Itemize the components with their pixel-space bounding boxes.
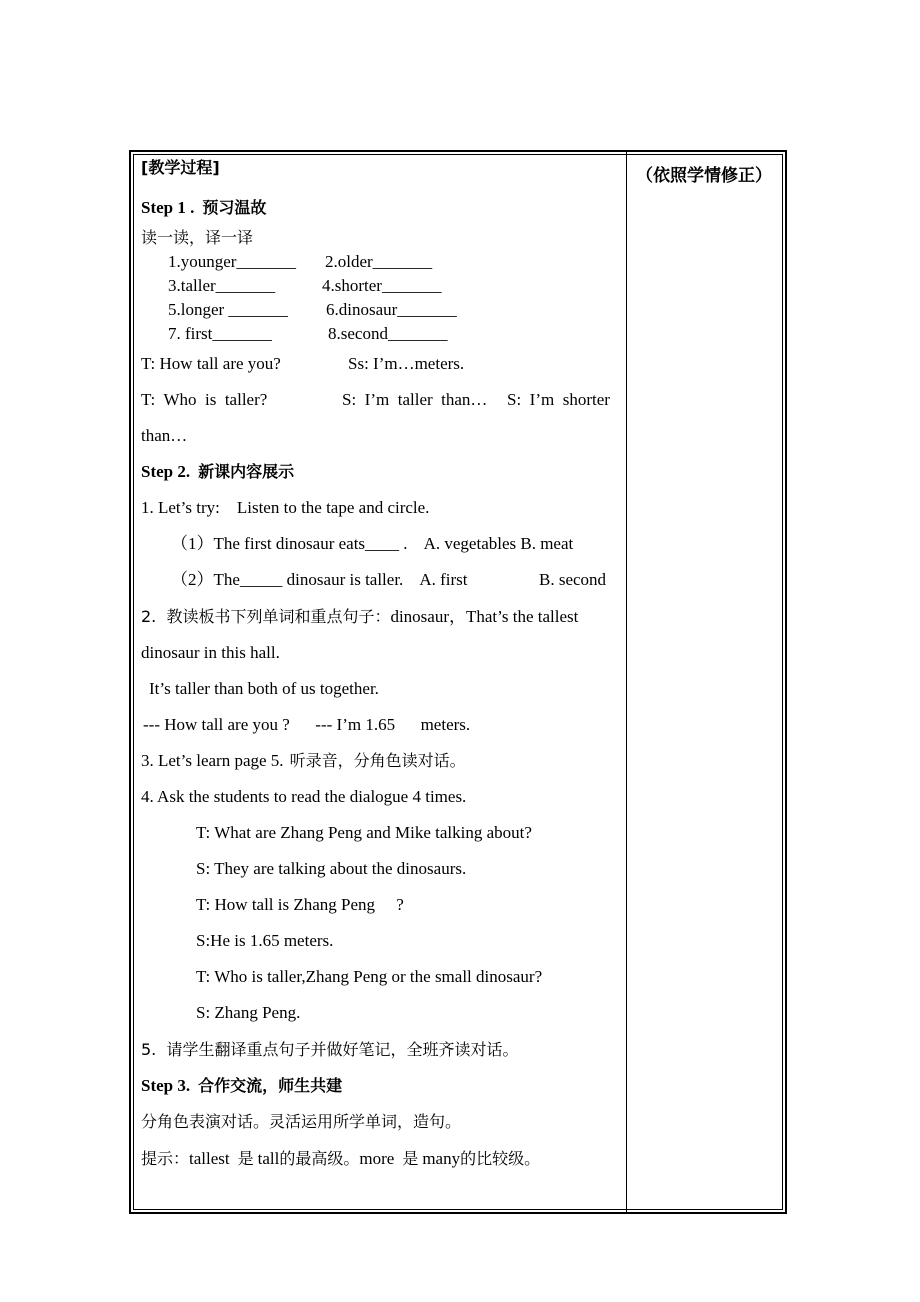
hint-word-many: many xyxy=(422,1149,461,1168)
hint-is-1: 是 xyxy=(237,1149,254,1168)
dialog1-t: T: How tall are you? xyxy=(141,354,281,373)
step3-title-cn: 合作交流，师生共建 xyxy=(198,1076,343,1095)
hint-is-2: 是 xyxy=(402,1149,419,1168)
step3-title xyxy=(141,1076,342,1096)
step1-title-en: Step 1 . xyxy=(141,198,195,217)
step3-title-en: Step 3. xyxy=(141,1076,191,1095)
dialogue-line-1: T: What are Zhang Peng and Mike talking about? xyxy=(196,823,532,842)
dialogue-line-3: T: How tall is Zhang Peng ? xyxy=(196,895,404,914)
step2-item2-en: dinosaur，That’s the tallest xyxy=(390,607,579,626)
step2-item2-cn: 2. 教读板书下列单词和重点句子： xyxy=(141,607,391,626)
word-8: 8.second_______ xyxy=(328,324,448,343)
dialog2-t: T: Who is taller? xyxy=(141,390,268,409)
step2-item2-cont: dinosaur in this hall. xyxy=(141,643,280,662)
step2-title xyxy=(141,462,294,482)
dialogue-line-5: T: Who is taller,Zhang Peng or the small dinosaur? xyxy=(196,967,543,986)
revision-column-header: （依照学情修正） xyxy=(636,166,772,186)
word-6: 6.dinosaur_______ xyxy=(326,300,457,319)
dialogue-line-4: S:He is 1.65 meters. xyxy=(196,931,334,950)
dialog2-s1: S: I’m taller than… xyxy=(342,390,488,409)
word-1: 1.younger_______ xyxy=(168,252,296,271)
step2-item4: 4. Ask the students to read the dialogue 4 times. xyxy=(141,787,467,806)
step1-instruction: 读一读，译一译 xyxy=(141,228,254,247)
step3-line1: 分角色表演对话。灵活运用所学单词，造句。 xyxy=(141,1112,462,1131)
hint-superlative: 的最高级。 xyxy=(279,1149,360,1168)
process-header: [教学过程] xyxy=(141,158,220,177)
hint-label: 提示： xyxy=(141,1149,190,1168)
hint-word-tall: tall xyxy=(257,1149,280,1168)
word-3: 3.taller_______ xyxy=(168,276,276,295)
lesson-table xyxy=(129,150,787,1214)
step2-item3-en: 3. Let’s learn page 5. xyxy=(141,751,284,770)
word-5: 5.longer _______ xyxy=(168,300,288,319)
step2-item3-cn: 听录音，分角色读对话。 xyxy=(289,751,466,770)
step2-q2b: B. second xyxy=(539,570,607,589)
step1-title-cn: 预习温故 xyxy=(202,198,267,217)
hint-word-more: more xyxy=(359,1149,395,1168)
step2-item3 xyxy=(141,751,466,771)
dialogue-line-6: S: Zhang Peng. xyxy=(196,1003,301,1022)
step2-title-en: Step 2. xyxy=(141,462,191,481)
hint-comparative: 的比较级。 xyxy=(460,1149,541,1168)
step3-hint xyxy=(141,1149,540,1169)
step2-item2-s3: --- How tall are you ? --- I’m 1.65 meters. xyxy=(143,715,471,734)
column-divider xyxy=(626,152,627,1212)
step2-title-cn: 新课内容展示 xyxy=(198,462,295,481)
step2-q1: （1）The first dinosaur eats____ . A. vegetables B. meat xyxy=(171,534,574,553)
word-7: 7. first_______ xyxy=(168,324,272,343)
step2-item2 xyxy=(141,607,578,627)
dialog1-s: Ss: I’m…meters. xyxy=(348,354,465,373)
dialog2-s2: S: I’m shorter xyxy=(507,390,610,409)
dialog2-cont: than… xyxy=(141,426,188,445)
hint-word-tallest: tallest xyxy=(189,1149,230,1168)
step2-item2-s2: It’s taller than both of us together. xyxy=(149,679,379,698)
step2-item1: 1. Let’s try: Listen to the tape and circle. xyxy=(141,498,430,517)
word-4: 4.shorter_______ xyxy=(322,276,442,295)
step2-q2a: （2）The_____ dinosaur is taller. A. first xyxy=(171,570,468,589)
dialogue-line-2: S: They are talking about the dinosaurs. xyxy=(196,859,467,878)
step2-item5: 5. 请学生翻译重点句子并做好笔记，全班齐读对话。 xyxy=(141,1040,519,1059)
word-2: 2.older_______ xyxy=(325,252,433,271)
left-column xyxy=(141,152,625,1212)
step1-title xyxy=(141,198,266,218)
